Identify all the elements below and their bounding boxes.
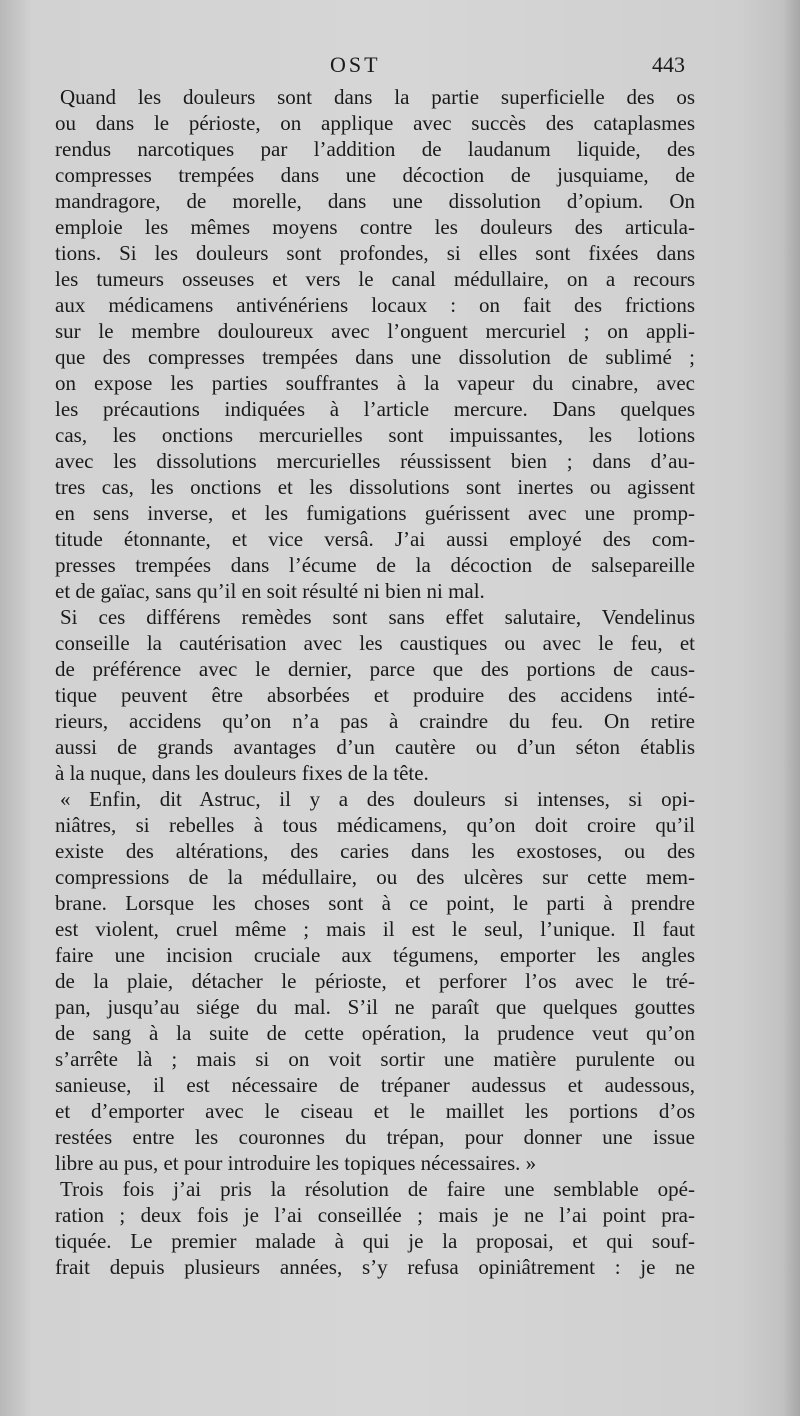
page-number: 443	[652, 52, 685, 77]
text-line: presses trempées dans l’écume de la décoction de salsepareille	[55, 553, 695, 577]
text-line: de préférence avec le dernier, parce que des portions de caus-	[55, 657, 695, 681]
text-line: s’arrête là ; mais si on voit sortir une matière purulente ou	[55, 1047, 695, 1071]
text-line: frait depuis plusieurs années, s’y refusa opiniâtrement : je ne	[55, 1255, 695, 1279]
text-line: mandragore, de morelle, dans une dissolution d’opium. On	[55, 189, 695, 213]
text-line: Trois fois j’ai pris la résolution de faire une semblable opé-	[60, 1177, 695, 1201]
text-line: on expose les parties souffrantes à la vapeur du cinabre, avec	[55, 371, 695, 395]
text-line: faire une incision cruciale aux tégumens, emporter les angles	[55, 943, 695, 967]
text-line: en sens inverse, et les fumigations guérissent avec une promp-	[55, 501, 695, 525]
text-line: les tumeurs osseuses et vers le canal médullaire, on a recours	[55, 267, 695, 291]
text-line: rieurs, accidens qu’on n’a pas à craindre du feu. On retire	[55, 709, 695, 733]
text-line: les précautions indiquées à l’article mercure. Dans quelques	[55, 397, 695, 421]
text-line: existe des altérations, des caries dans les exostoses, ou des	[55, 839, 695, 863]
text-line: conseille la cautérisation avec les caustiques ou avec le feu, et	[55, 631, 695, 655]
text-line: à la nuque, dans les douleurs fixes de la tête.	[55, 761, 429, 785]
text-line: ration ; deux fois je l’ai conseillée ; mais je ne l’ai point pra-	[55, 1203, 695, 1227]
text-line: de la plaie, détacher le périoste, et perforer l’os avec le tré-	[55, 969, 695, 993]
text-line: brane. Lorsque les choses sont à ce point, le parti à prendre	[55, 891, 695, 915]
text-line: libre au pus, et pour introduire les topiques nécessaires. »	[55, 1151, 537, 1175]
text-line: est violent, cruel même ; mais il est le seul, l’unique. Il faut	[55, 917, 695, 941]
text-line: de sang à la suite de cette opération, la prudence veut qu’on	[55, 1021, 695, 1045]
running-head: OST	[330, 52, 381, 77]
text-line: compressions de la médullaire, ou des ulcères sur cette mem-	[55, 865, 695, 889]
text-line: aussi de grands avantages d’un cautère ou d’un séton établis	[55, 735, 695, 759]
text-line: sanieuse, il est nécessaire de trépaner audessus et audessous,	[55, 1073, 695, 1097]
text-line: cas, les onctions mercurielles sont impuissantes, les lotions	[55, 423, 695, 447]
page-edge-shadow	[782, 0, 800, 1416]
text-line: Quand les douleurs sont dans la partie superficielle des os	[60, 85, 695, 109]
page-header	[0, 52, 800, 82]
text-line: Si ces différens remèdes sont sans effet salutaire, Vendelinus	[60, 605, 695, 629]
text-line: et d’emporter avec le ciseau et le maillet les portions d’os	[55, 1099, 695, 1123]
text-line: tions. Si les douleurs sont profondes, si elles sont fixées dans	[55, 241, 695, 265]
text-line: restées entre les couronnes du trépan, pour donner une issue	[55, 1125, 695, 1149]
text-line: tiquée. Le premier malade à qui je la proposai, et qui souf-	[55, 1229, 695, 1253]
text-line: que des compresses trempées dans une dissolution de sublimé ;	[55, 345, 695, 369]
text-line: titude étonnante, et vice versâ. J’ai aussi employé des com-	[55, 527, 695, 551]
text-line: ou dans le périoste, on applique avec succès des cataplasmes	[55, 111, 695, 135]
text-line: emploie les mêmes moyens contre les douleurs des articula-	[55, 215, 695, 239]
text-line: sur le membre douloureux avec l’onguent mercuriel ; on appli-	[55, 319, 695, 343]
text-line: pan, jusqu’au siége du mal. S’il ne paraît que quelques gouttes	[55, 995, 695, 1019]
text-line: tres cas, les onctions et les dissolutions sont inertes ou agissent	[55, 475, 695, 499]
text-line: avec les dissolutions mercurielles réussissent bien ; dans d’au-	[55, 449, 695, 473]
text-line: « Enfin, dit Astruc, il y a des douleurs si intenses, si opi-	[60, 787, 695, 811]
text-line: compresses trempées dans une décoction de jusquiame, de	[55, 163, 695, 187]
text-line: et de gaïac, sans qu’il en soit résulté ni bien ni mal.	[55, 579, 485, 603]
text-line: tique peuvent être absorbées et produire des accidens inté-	[55, 683, 695, 707]
text-line: aux médicamens antivénériens locaux : on fait des frictions	[55, 293, 695, 317]
text-line: rendus narcotiques par l’addition de laudanum liquide, des	[55, 137, 695, 161]
text-line: niâtres, si rebelles à tous médicamens, qu’on doit croire qu’il	[55, 813, 695, 837]
